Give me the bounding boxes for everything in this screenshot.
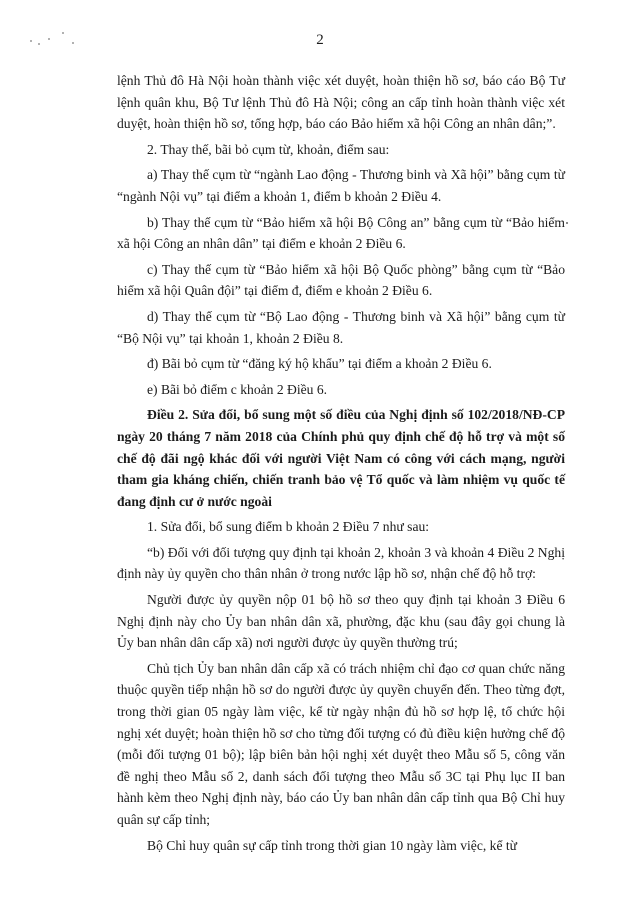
paragraph: 1. Sửa đổi, bổ sung điểm b khoản 2 Điều 7 như sau: [147,519,430,535]
paragraph: d) Thay thế cụm từ “Bộ Lao động - Thương binh và Xã hội” bằng cụm từ “Bộ Nội vụ” tại khoản 1, khoản 2 Điều 8. [117,308,565,346]
page-number: 2 [316,32,324,48]
article-heading: Điều 2. Sửa đổi, bổ sung một số điều của Nghị định số 102/2018/NĐ-CP ngày 20 tháng 7 năm 2018 của Chính phủ quy định chế độ hỗ trợ và một số chế độ đãi ngộ khác đối với người Việt Nam có công với cách mạng, người tham gia kháng chiến, chiến tranh bảo vệ Tổ quốc và làm nhiệm vụ quốc tế đang định cư ở nước ngoài [117,407,565,509]
paragraph: c) Thay thế cụm từ “Bảo hiểm xã hội Bộ Quốc phòng” bằng cụm từ “Bảo hiểm xã hội Quân đội” tại điểm đ, điểm e khoản 2 Điều 6. [117,261,565,299]
paragraph: Người được ủy quyền nộp 01 bộ hồ sơ theo quy định tại khoản 3 Điều 6 Nghị định này cho Ủy ban nhân dân xã, phường, đặc khu (sau đây gọi chung là Ủy ban nhân dân cấp xã) nơi người được ủy quyền thường trú; [117,592,565,651]
paragraph: e) Bãi bỏ điểm c khoản 2 Điều 6. [147,381,328,397]
paragraph: lệnh Thủ đô Hà Nội hoàn thành việc xét duyệt, hoàn thiện hồ sơ, báo cáo Bộ Tư lệnh quân khu, Bộ Tư lệnh Thủ đô Hà Nội; công an cấp tỉnh hoàn thành việc xét duyệt, hoàn thiện hồ sơ, tổng hợp, báo cáo Bảo hiểm xã hội Công an nhân dân;”. [117,73,565,132]
paragraph: 2. Thay thế, bãi bỏ cụm từ, khoản, điểm sau: [147,141,390,157]
paragraph: Chủ tịch Ủy ban nhân dân cấp xã có trách nhiệm chỉ đạo cơ quan chức năng thuộc quyền tiếp nhận hồ sơ do người được ủy quyền chuyển đến. Theo từng đợt, trong thời gian 05 ngày làm việc, kể từ ngày nhận đủ hồ sơ hợp lệ, tổ chức hội nghị xét duyệt; hoàn thiện hồ sơ cho từng đối tượng có đủ điều kiện hưởng chế độ (mỗi đối tượng 01 bộ); lập biên bản hội nghị xét duyệt theo Mẫu số 5, công văn đề nghị theo Mẫu số 2, danh sách đối tượng theo Mẫu số 3C tại Phụ lục II ban hành kèm theo Nghị định này, báo cáo Ủy ban nhân dân cấp tỉnh qua Bộ Chỉ huy quân sự cấp tỉnh; [117,660,565,827]
document-body [117,70,565,860]
paragraph: đ) Bãi bỏ cụm từ “đăng ký hộ khẩu” tại điểm a khoản 2 Điều 6. [147,356,492,372]
paragraph: “b) Đối với đối tượng quy định tại khoản 2, khoản 3 và khoản 4 Điều 2 Nghị định này ủy quyền cho thân nhân ở trong nước lập hồ sơ, nhận chế độ hỗ trợ: [117,544,565,582]
scan-edge-mark [566,222,568,224]
paragraph: Bộ Chỉ huy quân sự cấp tỉnh trong thời gian 10 ngày làm việc, kể từ [147,837,518,853]
paragraph: a) Thay thế cụm từ “ngành Lao động - Thương binh và Xã hội” bằng cụm từ “ngành Nội vụ” tại điểm a khoản 1, điểm b khoản 2 Điều 4. [117,167,565,204]
paragraph: b) Thay thế cụm từ “Bảo hiểm xã hội Bộ Công an” bằng cụm từ “Bảo hiểm xã hội Công an nhân dân” tại điểm e khoản 2 Điều 6. [117,214,565,252]
